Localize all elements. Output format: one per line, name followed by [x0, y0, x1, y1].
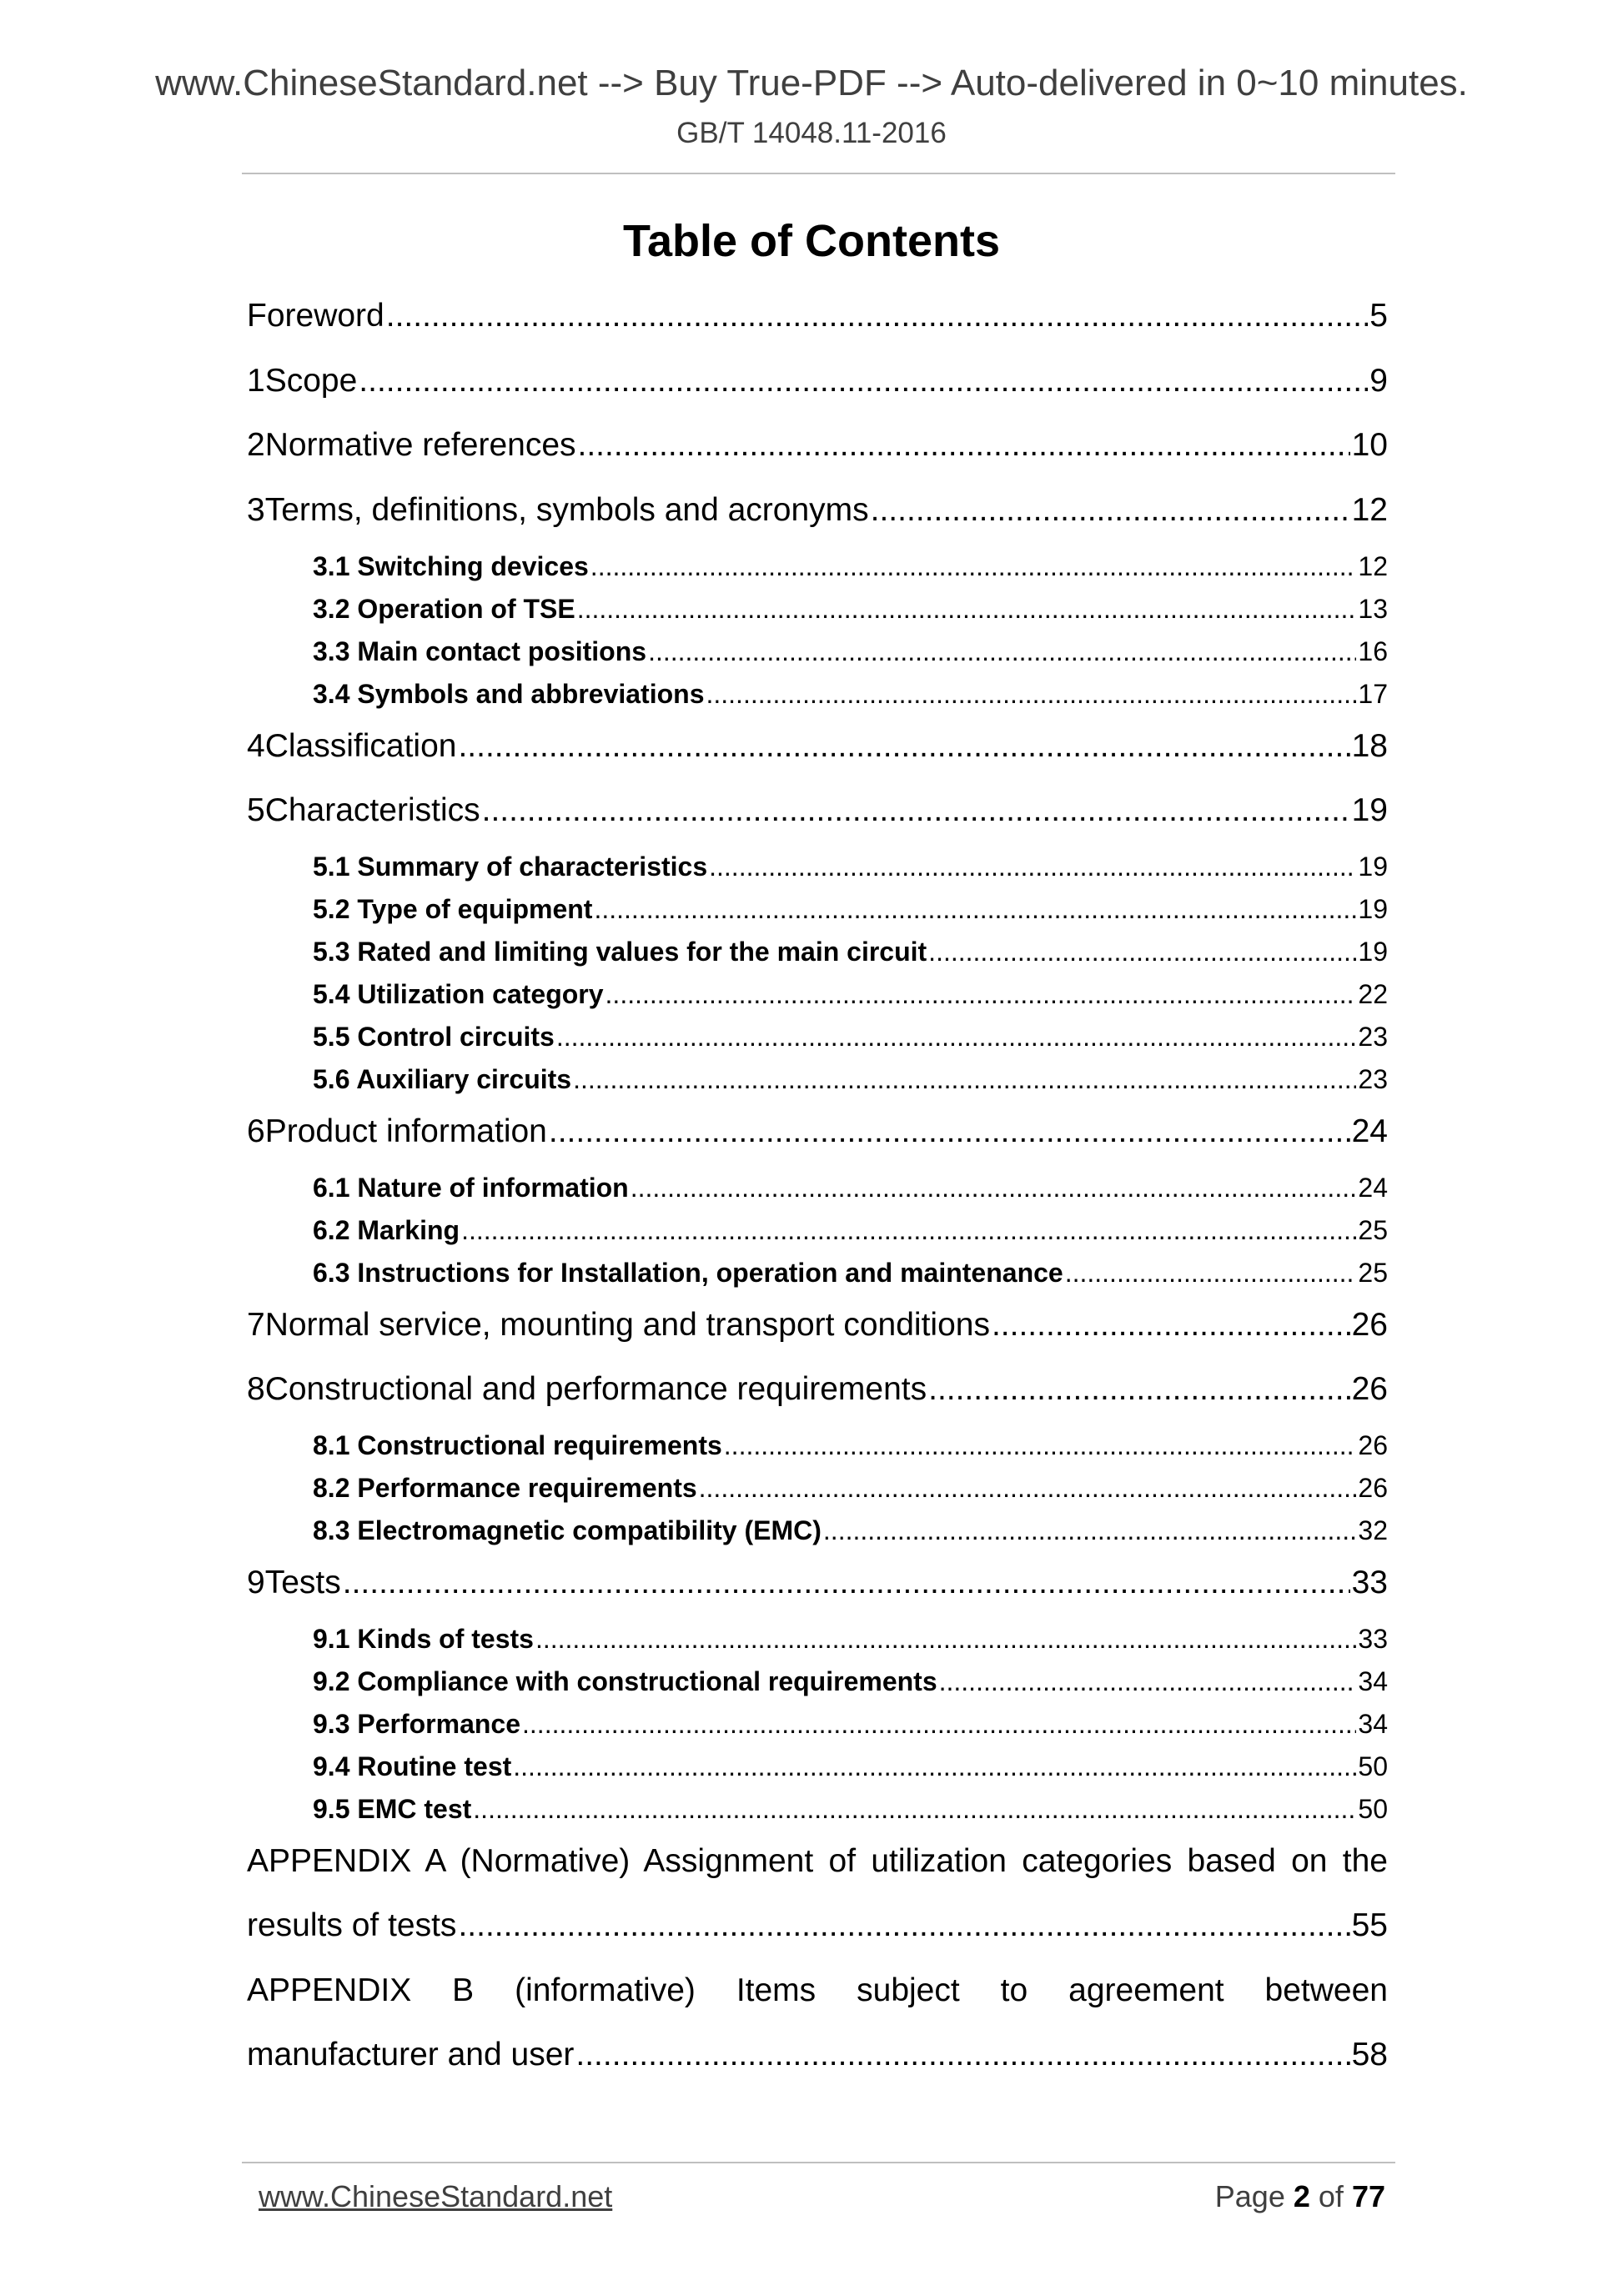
- toc-entry[interactable]: 9 Tests ..... 33: [247, 1565, 1388, 1601]
- toc-subentry[interactable]: 3.1 Switching devices ..... 12: [247, 551, 1388, 582]
- toc-subentry[interactable]: 3.3 Main contact positions ..... 16: [247, 636, 1388, 667]
- toc-subentry[interactable]: 9.5 EMC test ..... 50: [247, 1794, 1388, 1825]
- toc-subentry[interactable]: 5.4 Utilization category ..... 22: [247, 979, 1388, 1010]
- header-divider: [242, 173, 1395, 174]
- toc-subentry[interactable]: 6.1 Nature of information ..... 24: [247, 1173, 1388, 1203]
- header-banner: www.ChineseStandard.net --> Buy True-PDF --> Auto-delivered in 0~10 minutes.: [155, 63, 1468, 103]
- toc-subentry[interactable]: 5.5 Control circuits ..... 23: [247, 1022, 1388, 1053]
- toc-subentry[interactable]: 9.4 Routine test ..... 50: [247, 1751, 1388, 1782]
- toc-subentry[interactable]: 9.2 Compliance with constructional requirements ..... 34: [247, 1666, 1388, 1697]
- standard-number: GB/T 14048.11-2016: [676, 117, 947, 149]
- toc-subentry[interactable]: 6.2 Marking ..... 25: [247, 1215, 1388, 1246]
- toc-subentry[interactable]: 5.6 Auxiliary circuits ..... 23: [247, 1064, 1388, 1095]
- toc-entry[interactable]: 4 Classification ..... 18: [247, 728, 1388, 765]
- toc-entry-appendix-b[interactable]: manufacturer and user ..... 58: [247, 2037, 1388, 2073]
- toc-subentry[interactable]: 5.2 Type of equipment ..... 19: [247, 894, 1388, 925]
- toc-entry[interactable]: 6 Product information ..... 24: [247, 1113, 1388, 1150]
- toc-entry-appendix-a[interactable]: results of tests ..... 55: [247, 1907, 1388, 1944]
- toc-subentry[interactable]: 6.3 Instructions for Installation, operation and maintenance ..... 25: [247, 1258, 1388, 1289]
- toc-title: Table of Contents: [623, 216, 1000, 266]
- toc-subentry[interactable]: 8.3 Electromagnetic compatibility (EMC) ..... 32: [247, 1515, 1388, 1546]
- toc-entry[interactable]: 3 Terms, definitions, symbols and acronyms ..... 12: [247, 492, 1388, 529]
- toc-subentry[interactable]: 8.1 Constructional requirements ..... 26: [247, 1430, 1388, 1461]
- toc-subentry[interactable]: 9.3 Performance ..... 34: [247, 1709, 1388, 1740]
- toc-entry[interactable]: 2 Normative references ..... 10: [247, 427, 1388, 464]
- toc-subentry[interactable]: 9.1 Kinds of tests ..... 33: [247, 1624, 1388, 1655]
- toc-entry[interactable]: 8 Constructional and performance requirements ..... 26: [247, 1371, 1388, 1408]
- toc-entry[interactable]: 7 Normal service, mounting and transport conditions ..... 26: [247, 1307, 1388, 1344]
- toc-subentry[interactable]: 5.3 Rated and limiting values for the main circuit ..... 19: [247, 937, 1388, 967]
- toc-entry[interactable]: 1 Scope ..... 9: [247, 363, 1388, 399]
- appendix-a-title[interactable]: APPENDIX A (Normative) Assignment of utilization categories based on the: [247, 1843, 1388, 1879]
- appendix-b-title[interactable]: APPENDIX B (informative) Items subject to agreement between: [247, 1972, 1388, 2008]
- toc-subentry[interactable]: 8.2 Performance requirements ..... 26: [247, 1473, 1388, 1504]
- toc-entry[interactable]: 5 Characteristics ..... 19: [247, 792, 1388, 829]
- toc-subentry[interactable]: 3.4 Symbols and abbreviations ..... 17: [247, 679, 1388, 710]
- toc-entry[interactable]: Foreword ..... 5: [247, 298, 1388, 334]
- page-indicator: Page 2 of 77: [1214, 2179, 1385, 2213]
- toc-subentry[interactable]: 3.2 Operation of TSE ..... 13: [247, 594, 1388, 625]
- footer-website-link[interactable]: www.ChineseStandard.net: [259, 2179, 613, 2213]
- toc-subentry[interactable]: 5.1 Summary of characteristics ..... 19: [247, 852, 1388, 882]
- footer-divider: [242, 2162, 1395, 2163]
